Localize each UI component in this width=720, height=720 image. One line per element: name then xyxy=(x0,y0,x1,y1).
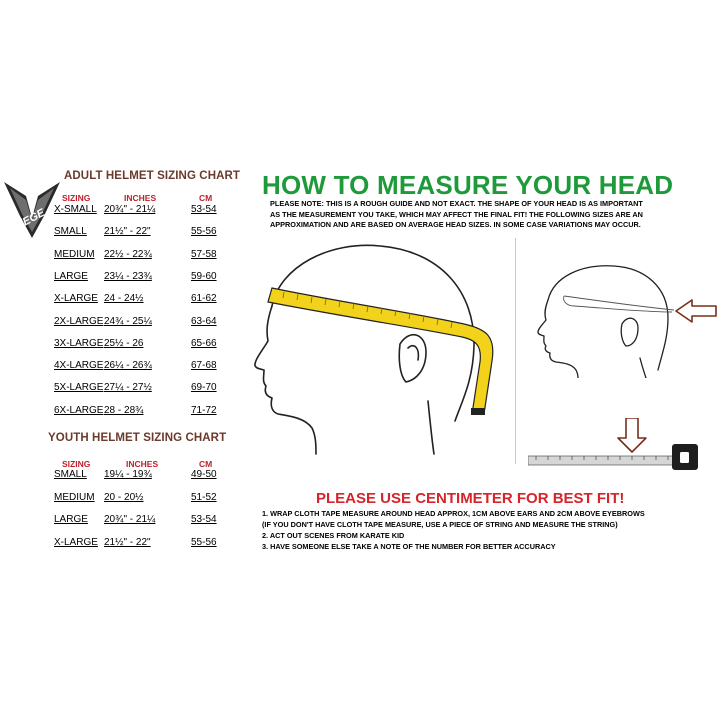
size-row-cm: 63-64 xyxy=(191,315,217,327)
size-row xyxy=(0,405,240,419)
centimeter-advice-title: PLEASE USE CENTIMETER FOR BEST FIT! xyxy=(316,490,625,507)
note-line: AS THE MEASUREMENT YOU TAKE, WHICH MAY AFFECT THE FINAL FIT! THE FOLLOWING SIZES ARE AN xyxy=(270,209,643,219)
size-row xyxy=(0,469,240,483)
size-row-cm: 67-68 xyxy=(191,360,217,372)
logo-text: VEGE xyxy=(14,206,47,232)
size-row-inches: 21½" - 22" xyxy=(104,226,151,238)
size-row-size: SMALL xyxy=(54,469,87,480)
size-row xyxy=(0,492,240,506)
adult-header-cm: CM xyxy=(199,193,213,203)
size-row-cm: 51-52 xyxy=(191,491,217,503)
adult-header-inches: INCHES xyxy=(124,193,157,203)
size-row xyxy=(0,316,240,330)
step-line: 2. ACT OUT SCENES FROM KARATE KID xyxy=(262,531,405,540)
size-row-size: 6X-LARGE xyxy=(54,404,104,416)
head-string-illustration xyxy=(534,262,720,378)
size-row-size: 2X-LARGE xyxy=(54,315,104,327)
size-row xyxy=(0,360,240,374)
youth-chart-title: YOUTH HELMET SIZING CHART xyxy=(48,432,227,444)
size-row-size: 4X-LARGE xyxy=(54,360,104,372)
size-row-size: LARGE xyxy=(54,270,88,282)
size-row xyxy=(0,382,240,396)
adult-header-sizing: SIZING xyxy=(62,193,91,203)
size-row-cm: 55-56 xyxy=(191,226,217,238)
size-row-inches: 19¼ - 19¾ xyxy=(104,469,152,480)
size-row xyxy=(0,338,240,352)
size-row-size: MEDIUM xyxy=(54,248,95,260)
size-row xyxy=(0,271,240,285)
size-row xyxy=(0,204,240,218)
size-row-size: 5X-LARGE xyxy=(54,382,104,394)
main-title: HOW TO MEASURE YOUR HEAD xyxy=(262,170,674,200)
size-row-cm: 49-50 xyxy=(191,469,217,480)
size-row-cm: 65-66 xyxy=(191,337,217,349)
size-row-inches: 27¼ - 27½ xyxy=(104,382,152,394)
size-row xyxy=(0,249,240,263)
size-row-cm: 61-62 xyxy=(191,293,217,305)
size-row-inches: 26¼ - 26¾ xyxy=(104,360,152,372)
size-row-inches: 24 - 24½ xyxy=(104,293,144,305)
size-row-cm: 55-56 xyxy=(191,536,217,548)
size-row-inches: 23¼ - 23¾ xyxy=(104,270,152,282)
size-row-cm: 71-72 xyxy=(191,404,217,416)
size-row-size: MEDIUM xyxy=(54,491,95,503)
youth-header-inches: INCHES xyxy=(126,459,159,469)
youth-header-sizing: SIZING xyxy=(62,459,91,469)
size-row-size: 3X-LARGE xyxy=(54,337,104,349)
size-row-cm: 53-54 xyxy=(191,514,217,526)
size-row-size: LARGE xyxy=(54,514,88,526)
size-row-size: SMALL xyxy=(54,226,87,238)
size-row-inches: 20¾" - 21¼ xyxy=(104,204,156,215)
size-row-inches: 25½ - 26 xyxy=(104,337,144,349)
size-row-size: X-LARGE xyxy=(54,536,98,548)
size-row-inches: 22½ - 22¾ xyxy=(104,248,152,260)
size-row-cm: 59-60 xyxy=(191,270,217,282)
tape-measure-illustration xyxy=(528,418,706,474)
adult-chart-title: ADULT HELMET SIZING CHART xyxy=(64,170,241,182)
size-row-size: X-LARGE xyxy=(54,293,98,305)
youth-header-cm: CM xyxy=(199,459,213,469)
size-row-inches: 24¾ - 25¼ xyxy=(104,315,152,327)
divider xyxy=(515,238,516,464)
size-row-size: X-SMALL xyxy=(54,204,97,215)
size-row-inches: 20 - 20½ xyxy=(104,491,144,503)
measuring-steps xyxy=(262,508,718,552)
size-row-cm: 69-70 xyxy=(191,382,217,394)
size-row-cm: 57-58 xyxy=(191,248,217,260)
head-measure-illustration xyxy=(250,236,506,456)
note-line: PLEASE NOTE: THIS IS A ROUGH GUIDE AND NOT EXACT. THE SHAPE OF YOUR HEAD IS AS IMPORTANT xyxy=(270,199,643,208)
size-row-cm: 53-54 xyxy=(191,204,217,215)
size-row xyxy=(0,293,240,307)
step-line: 3. HAVE SOMEONE ELSE TAKE A NOTE OF THE NUMBER FOR BETTER ACCURACY xyxy=(262,542,556,551)
size-row-inches: 28 - 28¾ xyxy=(104,404,144,416)
step-line: (IF YOU DON'T HAVE CLOTH TAPE MEASURE, USE A PIECE OF STRING AND MEASURE THE STRING) xyxy=(262,520,618,529)
size-row-inches: 21½" - 22" xyxy=(104,536,151,548)
size-row xyxy=(0,514,240,528)
size-row xyxy=(0,226,240,240)
step-line: 1. WRAP CLOTH TAPE MEASURE AROUND HEAD APPROX, 1CM ABOVE EARS AND 2CM ABOVE EYEBROWS xyxy=(262,509,645,518)
note-line: APPROXIMATION AND ARE BASED ON AVERAGE HEAD SIZES. IN SOME CASE VARIATIONS MAY OCCUR. xyxy=(270,220,641,229)
rough-guide-note xyxy=(270,199,716,231)
size-row-inches: 20¾" - 21¼ xyxy=(104,514,156,526)
size-row xyxy=(0,537,240,551)
